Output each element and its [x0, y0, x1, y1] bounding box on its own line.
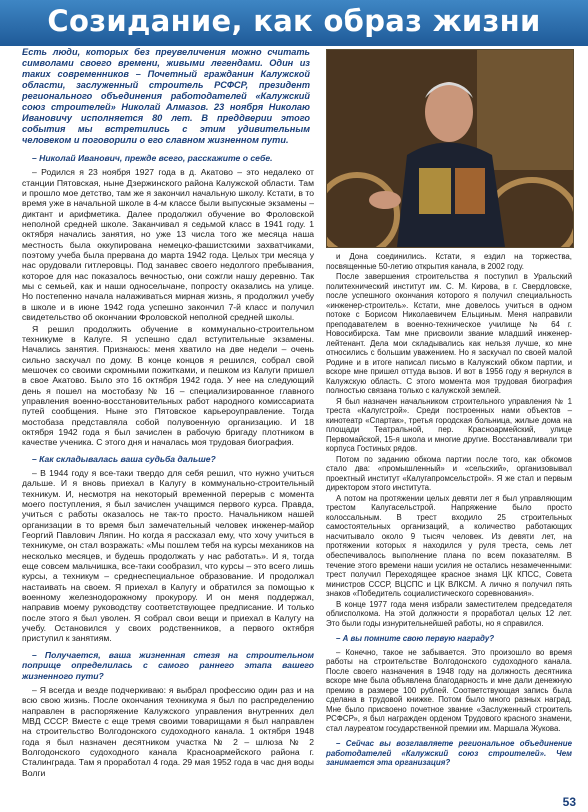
article-paragraph: После завершения строительства я поступил в Уральский политехнический институт им. С. М. Кирова, в г. Свердловске, после успешного окончания которого я получил специальность «инженер-строитель». Кстати, мне довелось учиться в одном потоке с Борисом Николаевичем Ельциным. Меня направили преподавателем в военно-техническое училище № 64 г. Новосибирска. Там мне присвоили звание младший инженер-лейтенант. Дела мои складывались как нельзя лучше, ко мне относились с большим уважением. Но я заскучал по своей малой Родине и в итоге написал письмо в Калужский обком партии, и вскоре мне пришел оттуда вызов. И вот в 1956 году я вернулся в Калужскую область. С этого момента моя трудовая биография полностью связана только с калужской землей. — [326, 272, 572, 396]
interview-question: – Сейчас вы возглавляете региональное объединение работодателей «Калужский союз строителей». Чем занимается эта организация? — [326, 739, 572, 768]
interview-question: – Николай Иванович, прежде всего, расскажите о себе. — [32, 153, 273, 163]
article-paragraph: и Дона соединились. Кстати, я ездил на торжества, посвященные 50-летию открытия канала, в 2002 году. — [326, 252, 572, 271]
article-paragraph: А потом на протяжении целых девяти лет я был управляющим трестом Калугасельстрой. Напряжение было просто колоссальным. В трест входило 25 строительных самостоятельных организаций, а количество работающих насчитывало около 9 тысяч человек. Из девяти лет, на протяжении которых я находился у руля треста, семь лет обеспечивалось выполнение плана по всем показателям. В течение этого времени наши усилия не остались незамеченными: трест получил Переходящее красное знамя ЦК КПСС, Совета министров СССР, ВЦСПС и ЦК ВЛКСМ. А лично я получил пять знаков «Победитель социалистического соревнования». — [326, 493, 572, 599]
article-paragraph: – В 1944 году я все-таки твердо для себя решил, что нужно учиться дальше. И я вновь приехал в Калугу в коммунально-строительный техникум. И, несмотря на некоторый временной перерыв с момента моего поступления, я был зачислен учащимся первого курса. Правда, учиться с работы оказалось не так-то просто. Начальником нашей организации в то время был замечательный человек инженер-майор Георгий Павлович Ляпин. Но когда я рассказал ему, что хочу учиться в техникуме, он стал возражать: «Мы пошлем тебя на курсы механиков на несколько месяцев, и будешь продолжать у нас работать». И я, тогда еще совсем мальчишка, все-таки сообразил, что курсы – это всего лишь курсы, а техникум – среднеспециальное образование. И продолжал настаивать на своем. Я приехал в Калугу и обратился за помощью к военному железнодорожному прокурору. И он меня поддержал, направив моему руководству соответствующее предписание. И только после этого я был уволен. Я собрал свои вещи и приехал в Калугу на учебу. Остановился у своих родственников, а первого октября приступил к занятиям. — [22, 467, 314, 644]
article-paragraph: – Конечно, такое не забывается. Это произошло во время работы на строительстве Волгодонского судоходного канала. После своего назначения в 1948 году на должность десятника вскоре мне была объявлена благодарность и мне дали денежную премию в размере 100 рублей. Соответствующая запись была сделана в трудовой книжке. Потом было много разных наград. Мне было присвоено почетное звание «Заслуженный строитель РСФСР», я был награжден орденом Трудового красного знамени, стал лауреатом государственной премии им. Маршала Жукова. — [326, 647, 572, 733]
page-title: Созидание, как образ жизни — [47, 4, 541, 38]
article-column-right — [326, 252, 572, 772]
article-paragraph: – Я всегда и везде подчеркиваю: я выбрал профессию один раз и на всю свою жизнь. После окончания техникума я был по распределению направлен в распоряжение Калужского управления внутренних дел МВД СССР. Вместе с еще тремя своими товарищами я был направлен на строительство Волгодонского судоходного канала. 1 октября 1948 года я был назначен десятником участка № 2 – шлюза № 2 Волгодонского судоходного канала Красноармейского района г. Сталинграда. Там я проработал 4 года. 29 мая 1952 года в час дня воды Волги — [22, 684, 314, 778]
page-number: 53 — [562, 795, 576, 809]
interview-question: – Получается, ваша жизненная стезя на строительном поприще определилась с самого раннего этапа вашего жизненного пути? — [22, 649, 314, 681]
article-paragraph: – Родился я 23 ноября 1927 года в д. Акатово – это недалеко от станции Пятовская, ныне Дзержинского района Калужской области. Там и прошло мое детство, там же я закончил начальную школу. Кстати, в то время уже в начальной школе в 4-м классе были выпускные экзамены – диктант и арифметика. Далее продолжил обучение во Фроловской неполной средней школе. Заканчивал я седьмой класс в 1941 году. 1 октября начались занятия, но уже 13 числа того же месяца наша местность была оккупирована немецко-фашистскими захватчиками, поэтому учеба была прервана до марта 1942 года. Целых три месяца у нас орудовали гитлеровцы. Под занавес своего недолгого пребывания, которое для нас показалось вечностью, они сожгли нашу деревню. Так мы с семьей, как и наши односельчане, попросту оказались на улице. Но постепенно начала налаживаться мирная жизнь, я продолжил учебу в школе и в июне 1942 года успешно закончил 7-й класс и получил свидетельство об окончании Фроловской неполной средней школы. — [22, 167, 314, 323]
intro-lead: Есть люди, которых без преувеличения можно считать символами своего времени, живыми легендами. Один из таких современников – Почетный гражданин Калужской области, заслуженный строитель РСФСР, президент регионального объединения работодателей «Калужский союз строителей» Николай Алмазов. 23 ноября Николаю Ивановичу исполняется 80 лет. В преддверии этого события мы встретились с этим удивительным человеком и поговорили о его славном жизненном пути. — [22, 47, 310, 145]
article-column-left — [22, 147, 314, 779]
article-paragraph: Я решил продолжить обучение в коммунально-строительном техникуме в Калуге. Я успешно сдал вступительные экзамены. Начались занятия. Признаюсь: меня хватило на две недели – очень сильно заскучал по дому. В конце концов я решился, собрал свой мешочек со своими скромными пожитками, и пешком из Калуги пришел в свое Акатово. Было это 16 октября 1942 года. У нее на следующий день я пошел на мостобазу № 16 – специализированное главного управления военно-восстановительных работ народного комиссариата путей сообщения. Ныне это Пятовское карьероуправление. Тогда мостобаза представляла собой полувоенную организацию. И 18 октября 1942 года я был зачислен в рабочую бригаду плотником в качестве ученика. С этого дня и началась моя трудовая биография. — [22, 323, 314, 448]
article-paragraph: В конце 1977 года меня избрали заместителем председателя облисполкома. На этой должности я проработал целых 12 лет. Это были годы изнурительнейшей работы, но я справился. — [326, 599, 572, 628]
article-paragraph: Я был назначен начальником строительного управления № 1 треста «Калугстрой». Среди построенных нами объектов – кинотеатр «Спартак», третья городская больница, жилые дома на площади Театральной, пер. Красноармейский, улице Первомайской, 15-я школа и многие другие. Восстанавливали три корпуса Гостиных рядов. — [326, 396, 572, 454]
interview-question: – Как складывалась ваша судьба дальше? — [32, 453, 216, 464]
interview-question: – А вы помните свою первую награду? — [336, 634, 495, 644]
portrait-photo — [326, 49, 574, 248]
article-paragraph: Потом по заданию обкома партии после того, как обкомов стало два: «промышленный» и «сельский», организовывал проектный институт «Калугапромсельстрой». Я же стал и первым директором этого института. — [326, 454, 572, 493]
